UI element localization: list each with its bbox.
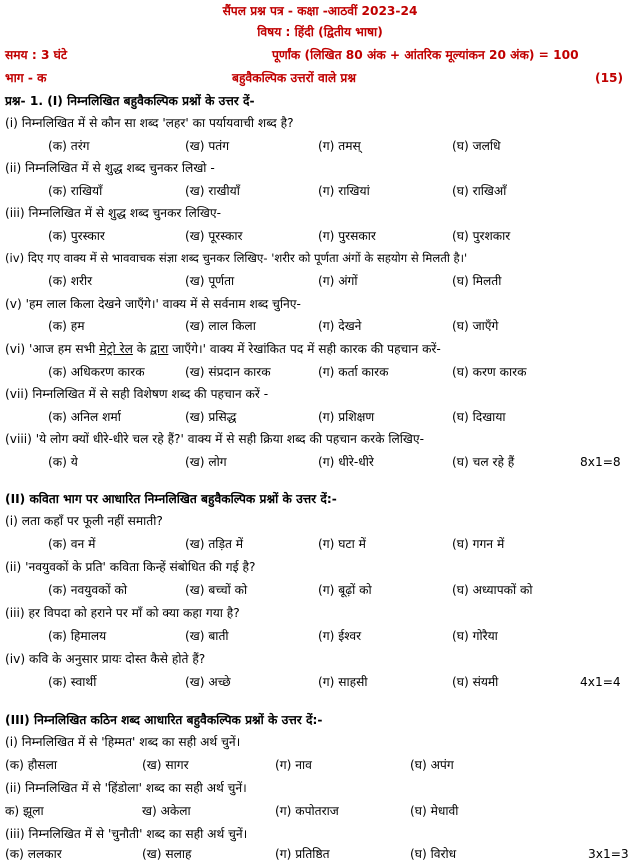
option: (क) अधिकरण कारक (48, 365, 145, 379)
option: (ग) घटा में (318, 537, 366, 551)
option: (ग) प्रतिष्ठित (275, 847, 330, 861)
option: (क) हम (48, 319, 85, 333)
q1-v-question: (v) 'हम लाल किला देखने जाएँगे।' वाक्य में से सर्वनाम शब्द चुनिए- (5, 297, 301, 311)
paper-title: सैंपल प्रश्न पत्र - कक्षा -आठवीं 2023-24 (222, 4, 418, 18)
option: (ख) बच्चों को (185, 583, 248, 597)
option: (क) शरीर (48, 274, 93, 288)
q2-iii-question: (iii) हर विपदा को हराने पर माँ को क्या कहा गया है? (5, 606, 240, 620)
time-label: समय : 3 घंटे (5, 48, 68, 62)
option: (ग) देखने (318, 319, 362, 333)
option: (घ) पुरशकार (452, 229, 511, 243)
q1-heading: प्रश्न- 1. (I) निम्नलिखित बहुवैकल्पिक प्रश्नों के उत्तर दें- (5, 94, 255, 108)
total-marks: पूर्णांक (लिखित 80 अंक + आंतरिक मूल्यांकन 20 अंक) = 100 (272, 48, 579, 62)
option: (क) हौसला (5, 758, 58, 772)
q3-marks: 3x1=3 (588, 847, 629, 861)
option: (ग) अंगों (318, 274, 358, 288)
option: (ग) तमस् (318, 139, 361, 153)
option: (ख) प्रसिद्ध (185, 410, 237, 424)
option: (घ) जाएँगे (452, 319, 499, 333)
q1-vi-question (5, 341, 640, 357)
q3-ii-question: (ii) निम्नलिखित में से 'हिंडोला' शब्द का सही अर्थ चुनें। (5, 781, 247, 795)
option: (घ) संयमी (452, 675, 499, 689)
option: (घ) चल रहे हैं (452, 455, 515, 469)
option: क) झूला (5, 804, 44, 818)
option: (ग) धीरे-धीरे (318, 455, 374, 469)
section-title: बहुवैकल्पिक उत्तरों वाले प्रश्न (232, 71, 356, 85)
section-marks: (15) (595, 71, 624, 85)
option: (ग) नाव (275, 758, 312, 772)
subject-line: विषय : हिंदी (द्वितीय भाषा) (257, 25, 383, 39)
option: (ख) अच्छे (185, 675, 231, 689)
option: (ख) सागर (142, 758, 189, 772)
option: (क) नवयुवकों को (48, 583, 128, 597)
option: (क) हिमालय (48, 629, 107, 643)
option: (घ) गोरैया (452, 629, 498, 643)
option: (क) ललकार (5, 847, 62, 861)
q3-heading: (III) निम्नलिखित कठिन शब्द आधारित बहुवैकल्पिक प्रश्नों के उत्तर दें:- (5, 713, 323, 727)
option: (ग) ईश्वर (318, 629, 362, 643)
option: (ख) सलाह (142, 847, 192, 861)
option: (क) ये (48, 455, 78, 469)
option: (ख) लाल किला (185, 319, 256, 333)
option: (ग) पुरसकार (318, 229, 376, 243)
q1-vii-question: (vii) निम्नलिखित में से सही विशेषण शब्द की पहचान करें - (5, 387, 269, 401)
option: (घ) मेधावी (410, 804, 459, 818)
question-text: जाएँगे।' वाक्य में रेखांकित पद में सही कारक की पहचान करें- (168, 342, 441, 356)
q1-viii-question: (viii) 'ये लोग क्यों धीरे-धीरे चल रहे हैं?' वाक्य में से सही क्रिया शब्द की पहचान करके लिखिए- (5, 432, 425, 446)
option: (ख) लोग (185, 455, 227, 469)
option: (ख) संप्रदान कारक (185, 365, 271, 379)
q2-ii-question: (ii) 'नवयुवकों के प्रति' कविता किन्हें संबोधित की गई है? (5, 560, 256, 574)
option: (ख) पूरस्कार (185, 229, 243, 243)
option: (क) वन में (48, 537, 96, 551)
option: (ग) कर्ता कारक (318, 365, 389, 379)
q2-heading: (II) कविता भाग पर आधारित निम्नलिखित बहुवैकल्पिक प्रश्नों के उत्तर दें:- (5, 492, 337, 506)
q1-marks: 8x1=8 (580, 455, 621, 469)
option: (घ) विरोध (410, 847, 457, 861)
option: (ख) बाती (185, 629, 229, 643)
q1-iii-question: (iii) निम्नलिखित में से शुद्ध शब्द चुनकर लिखिए- (5, 206, 221, 220)
option: (घ) दिखाया (452, 410, 506, 424)
option: (घ) राखिआँ (452, 184, 507, 198)
option: (क) तरंग (48, 139, 90, 153)
q1-iv-question: (iv) दिए गए वाक्य में से भाववाचक संज्ञा शब्द चुनकर लिखिए- 'शरीर को पूर्णता अंगों के सहयोग से मिलती है।' (5, 251, 468, 265)
option: (ग) प्रशिक्षण (318, 410, 375, 424)
q1-ii-question: (ii) निम्नलिखित में से शुद्ध शब्द चुनकर लिखो - (5, 161, 215, 175)
option: (घ) अपंग (410, 758, 454, 772)
option: (ख) पूर्णता (185, 274, 235, 288)
option: (ग) कपोतराज (275, 804, 339, 818)
option: ख) अकेला (142, 804, 191, 818)
option: (घ) गगन में (452, 537, 505, 551)
underlined-term: मेट्रो रेल (99, 342, 133, 356)
q3-iii-question: (iii) निम्नलिखित में से 'चुनौती' शब्द का सही अर्थ चुनें। (5, 827, 248, 841)
q2-marks: 4x1=4 (580, 675, 621, 689)
option: (ख) पतंग (185, 139, 230, 153)
option: (ग) राखियां (318, 184, 370, 198)
option: (घ) जलधि (452, 139, 501, 153)
q1-i-question: (i) निम्नलिखित में से कौन सा शब्द 'लहर' का पर्यायवाची शब्द है? (5, 116, 294, 130)
option: (घ) मिलती (452, 274, 502, 288)
question-text: के (132, 342, 151, 356)
option: (क) अनिल शर्मा (48, 410, 121, 424)
question-text: (vi) 'आज हम सभी (5, 342, 100, 356)
underlined-term: द्वारा (150, 342, 169, 356)
option: (क) पुरस्कार (48, 229, 105, 243)
option: (घ) अध्यापकों को (452, 583, 533, 597)
option: (घ) करण कारक (452, 365, 527, 379)
option: (ख) तड़ित में (185, 537, 244, 551)
option: (ग) साहसी (318, 675, 368, 689)
q3-i-question: (i) निम्नलिखित में से 'हिम्मत' शब्द का सही अर्थ चुनें। (5, 735, 241, 749)
option: (क) स्वार्थी (48, 675, 97, 689)
section-label: भाग - क (5, 71, 47, 85)
q2-i-question: (i) लता कहाँ पर फूली नहीं समाती? (5, 514, 163, 528)
option: (ग) बूढ़ों को (318, 583, 372, 597)
option: (ख) राखीयाँ (185, 184, 240, 198)
q2-iv-question: (iv) कवि के अनुसार प्रायः दोस्त कैसे होते हैं? (5, 652, 206, 666)
option: (क) राखियाँ (48, 184, 103, 198)
